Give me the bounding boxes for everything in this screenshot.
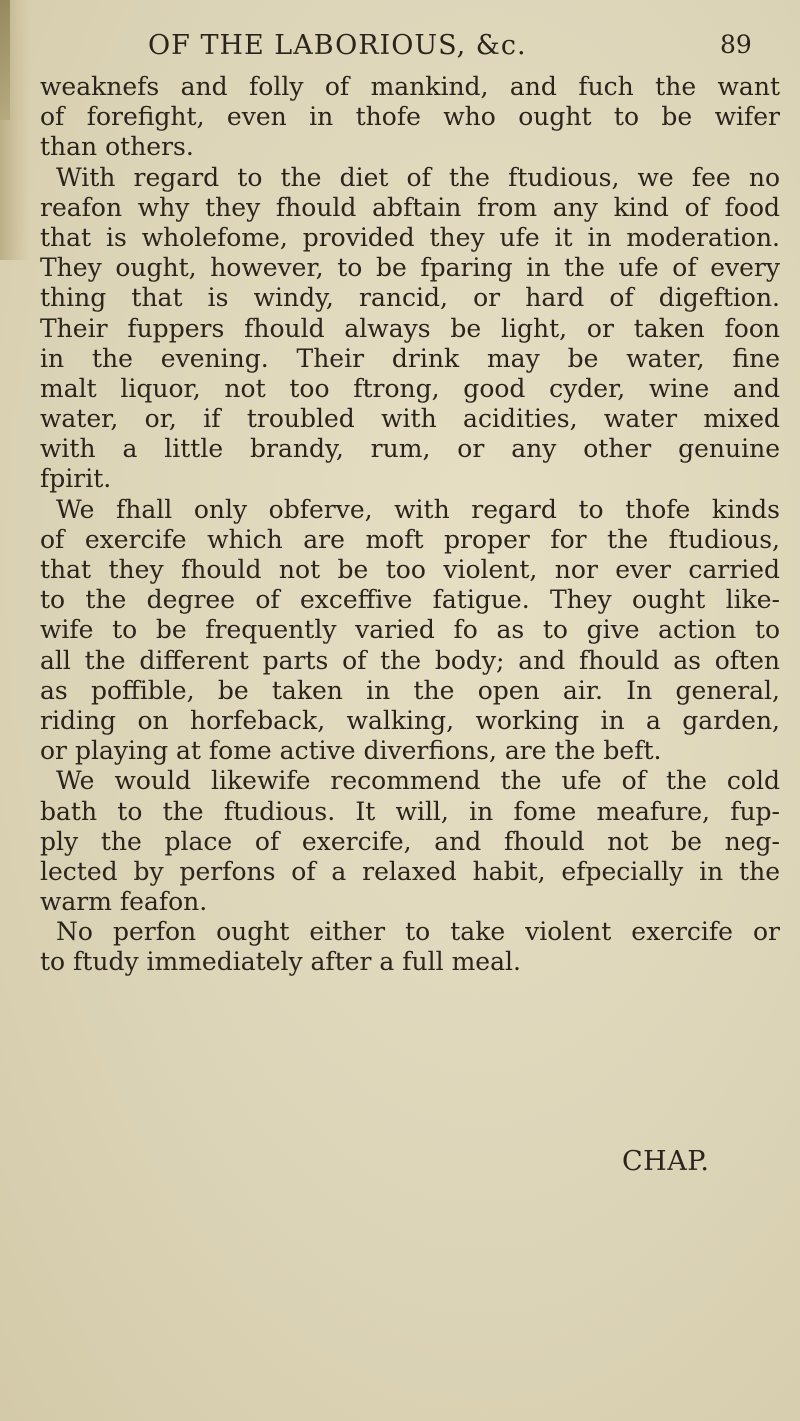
text-line: weaknefs and folly of mankind, and fuch the want	[40, 72, 780, 101]
text-line: No perfon ought either to take violent exercife or	[56, 917, 780, 947]
text-line: reafon why they fhould abftain from any kind of food	[40, 192, 780, 222]
text-line: riding on horfeback, walking, working in a garden,	[40, 705, 780, 735]
page-header	[0, 28, 800, 72]
text-line: We would likewife recommend the ufe of the cold	[56, 766, 780, 796]
text-line: as poffible, be taken in the open air. In general,	[40, 675, 780, 705]
text-line: all the different parts of the body; and fhould as often	[40, 645, 780, 675]
text-line: Their fuppers fhould always be light, or taken foon	[40, 313, 780, 343]
text-line: water, or, if troubled with acidities, water mixed	[40, 404, 780, 434]
text-line: with a little brandy, rum, or any other genuine	[40, 434, 780, 464]
text-line: that they fhould not be too violent, nor ever carried	[40, 555, 780, 584]
text-line: bath to the ftudious. It will, in fome meafure, fup-	[40, 796, 780, 826]
text-line: We fhall only obferve, with regard to thofe kinds	[56, 494, 780, 524]
text-line: to the degree of exceffive fatigue. They ought like-	[40, 585, 780, 615]
body-text	[40, 72, 780, 978]
text-line: thing that is windy, rancid, or hard of digeftion.	[40, 283, 780, 313]
catchword: CHAP.	[622, 1146, 710, 1177]
text-line: They ought, however, to be fparing in the ufe of every	[40, 253, 780, 283]
text-line: of forefight, even in thofe who ought to be wifer	[40, 102, 780, 132]
page-number: 89	[720, 30, 752, 59]
text-line: or playing at fome active diverfions, are the beft.	[40, 736, 662, 766]
text-line: malt liquor, not too ftrong, good cyder, wine and	[40, 373, 780, 403]
text-line: wife to be frequently varied fo as to give action to	[40, 615, 780, 645]
text-line: With regard to the diet of the ftudious, we fee no	[56, 162, 780, 192]
text-line: than others.	[40, 132, 194, 162]
text-line: fpirit.	[40, 464, 112, 494]
text-line: warm feafon.	[40, 887, 208, 917]
text-line: ply the place of exercife, and fhould not be neg-	[40, 826, 780, 856]
text-line: that is wholefome, provided they ufe it in moderation.	[40, 222, 780, 252]
text-line: to ftudy immediately after a full meal.	[40, 947, 521, 977]
text-line: in the evening. Their drink may be water, fine	[40, 343, 780, 373]
running-head: OF THE LABORIOUS, &c.	[148, 30, 527, 61]
text-line: of exercife which are moft proper for the ftudious,	[40, 524, 780, 554]
text-line: lected by perfons of a relaxed habit, efpecially in the	[40, 856, 780, 886]
